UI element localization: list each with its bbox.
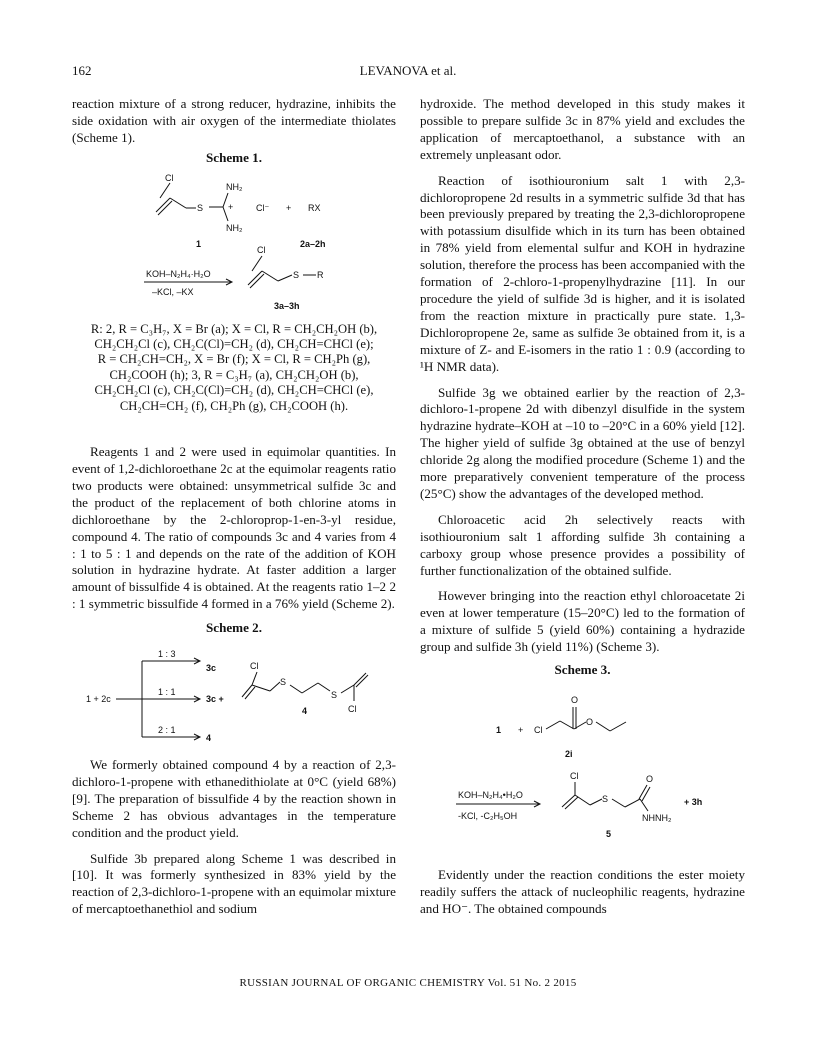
chlorine-top-label: Cl [250,661,259,672]
ester-oxygen-label: O [586,717,594,727]
legend-line: R = CH₂CH=CH₂, X = Br (f); X = Cl, R = CH₂Ph (g), [97,352,371,367]
reagent-bottom: -KCl, -C₂H₅OH [458,811,518,821]
amino-bottom-label: NH₂ [226,222,243,233]
cl-bond [160,183,170,198]
chlorine-bottom-label: Cl [348,704,357,715]
scheme-title: Scheme 3. [554,662,611,678]
alkyl-halide-label: RX [308,202,321,213]
ratio-1-3: 1 : 3 [158,649,176,660]
paragraph: hydroxide. The method developed in this study makes it possible to prepare sulfide 3c in 87% yield and excludes the application of mercaptoethanol, a substance with an extremely unpleasant odor. [420,96,745,162]
paragraph: reaction mixture of a strong reducer, hydrazine, inhibits the side oxidation with air oxygen of the intermediate thiolates (Scheme 1). [72,96,396,145]
paragraph: Evidently under the reaction conditions the ester moiety readily suffers the attack of nucleophilic reagents, hydrazine and HO⁻. The obtained compounds [420,867,745,916]
sulfur-1-label: S [280,677,287,688]
paragraph: Sulfide 3g we obtained earlier by the reaction of 2,3-dichloro-1-propene 2d with dibenzyl disulfide in the system hydrazine hydrate–KOH at –10 to –20°C in a 60% yield [12]. The higher yield of sulfide 3g obtained at the use of benzyl chloride 2g along the modified procedure (Scheme 1) and the more preparatively convenient temperature of the process (25°C) show the advantages of the developed method. [420,384,745,501]
running-header-authors: LEVANOVA et al. [359,63,457,78]
product-sulfur-label: S [602,794,609,804]
product-chlorine-label: Cl [257,244,266,255]
reagent-bottom: –KCl, –KX [152,286,194,297]
scheme-2-structures [72,639,396,745]
legend-line: CH₂CH₂Cl (c), CH₂C(Cl)=CH₂ (d), CH₂CH=CHCl (e); [94,337,374,352]
page-number: 162 [72,63,92,78]
ratio-1-1: 1 : 1 [158,687,176,698]
plus-sign: + [286,202,292,213]
scheme-1 [72,150,396,414]
paragraph: Sulfide 3b prepared along Scheme 1 was described in [10]. It was formerly synthesized in 83% yield by the reaction of 2,3-dichloro-1-propene with an equimolar mixture of mercaptoethanethiol and sodium [72,850,396,917]
scheme-3-structures [420,681,745,851]
product-4: 4 [206,733,212,744]
plus-sign: + [518,725,524,735]
scheme-1-structures [72,169,396,319]
chlorine-label: Cl [165,172,174,183]
product-label: 3a–3h [274,300,300,311]
compound-label-2i: 2i [565,749,573,759]
compound-label-4: 4 [302,706,308,717]
product-chlorine-label: Cl [570,771,579,781]
paragraph: Reaction of isothiouronium salt 1 with 2,3-dichloropropene 2d results in a symmetric sulfide 3d that has been previously prepared by treating the 2,3-dichloropropene with potassium disulfide which in its turn has been obtained in 78% yield from elemental sulfur and KOH in hydrazine solution, therefore the process has been accompanied with the formation of 2-chloro-1-propenylhydrazine [11]. In our procedure the yield of sulfide 3d is higher, and it is isolated from the reaction mixture in practically pure state. 1,3-Dichloropropene 2e, same as sulfide 3e obtained from it, is a mixture of Z- and E-isomers in the ratio 1 : 0.9 (according to ¹H NMR data). [420,172,745,374]
carbonyl-oxygen-label: O [571,695,579,705]
sulfur-label: S [197,202,204,213]
sulfur-2-label: S [331,690,338,701]
left-column [72,96,396,918]
paragraph: Chloroacetic acid 2h selectively reacts with isothiouronium salt 1 affording sulfide 3h containing a carboxy group whose presence provides a possibility of further functionalization of the obtained sulfide. [420,511,745,578]
product-3c-plus: 3c + [206,694,224,705]
scheme-title: Scheme 1. [205,149,262,165]
product-3c: 3c [206,663,217,674]
legend-line: CH₂CH=CH₂ (f), CH₂Ph (g), CH₂COOH (h). [119,398,349,413]
chloride-anion: Cl⁻ [256,202,270,213]
reagent-top: KOH–N₂H₄•H₂O [458,790,523,800]
scheme-title: Scheme 2. [205,620,262,636]
scheme-3 [420,662,745,851]
plus-3h-label: + 3h [684,797,703,807]
starting-materials: 1 + 2c [86,694,111,705]
legend-line: CH₂COOH (h); 3, R = C₃H₇ (a), CH₂CH₂OH (b), [109,367,359,382]
scheme-2 [72,620,396,745]
compound-label-2: 2a–2h [300,238,326,249]
compound-label-1: 1 [196,238,202,249]
right-column [420,96,745,918]
product-sulfur-label: S [293,269,300,280]
amino-top-label: NH₂ [226,181,243,192]
journal-footer: RUSSIAN JOURNAL OF ORGANIC CHEMISTRY Vol. 51 No. 2 2015 [239,977,577,989]
ratio-2-1: 2 : 1 [158,725,176,736]
paragraph: Reagents 1 and 2 were used in equimolar quantities. In event of 1,2-dichloroethane 2c at the equimolar reagents ratio two products were obtained: unsymmetrical sulfide 3c and the product of the replacement of both chlorine atoms in dichloroethane by the 2-chloroprop-1-en-3-yl residue, compound 4. The ratio of compounds 3c and 4 varies from 4 : 1 to 5 : 1 and depends on the rate of the addition of KOH solution in hydrazine hydrate. At faster addition a larger amount of bissulfide 4 is obtained. At the reagents ratio 1–2 2 : 1 symmetric bissulfide 4 formed in a 76% yield (Scheme 2). [72,444,396,612]
hydrazide-label: NHNH₂ [642,813,672,823]
positive-charge: + [228,201,234,212]
product-oxygen-label: O [646,774,654,784]
scheme-1-legend [72,322,396,414]
compound-label-1: 1 [496,725,502,735]
legend-line: R: 2, R = C₃H₇, X = Br (a); X = Cl, R = CH₂CH₂OH (b), [90,321,378,336]
legend-line: CH₂CH₂Cl (c), CH₂C(Cl)=CH₂ (d), CH₂CH=CHCl (e), [94,383,374,398]
chlorine-label: Cl [534,725,543,735]
paragraph: However bringing into the reaction ethyl chloroacetate 2i even at lower temperature (15–20°C) led to the formation of a mixture of sulfide 5 (yield 60%) containing a hydrazide group and sulfide 3h (yield 11%) (Scheme 3). [420,588,745,655]
product-r-label: R [317,269,324,280]
reagent-top: KOH–N₂H₄·H₂O [146,268,211,279]
paragraph: We formerly obtained compound 4 by a reaction of 2,3-dichloro-1-propene with ethanedithiolate at 0°C (yield 68%) [9]. The preparation of bissulfide 4 by the reaction shown in Scheme 2 has obvious advantages in the temperature condition and the product yield. [72,757,396,840]
compound-label-5: 5 [606,829,612,839]
